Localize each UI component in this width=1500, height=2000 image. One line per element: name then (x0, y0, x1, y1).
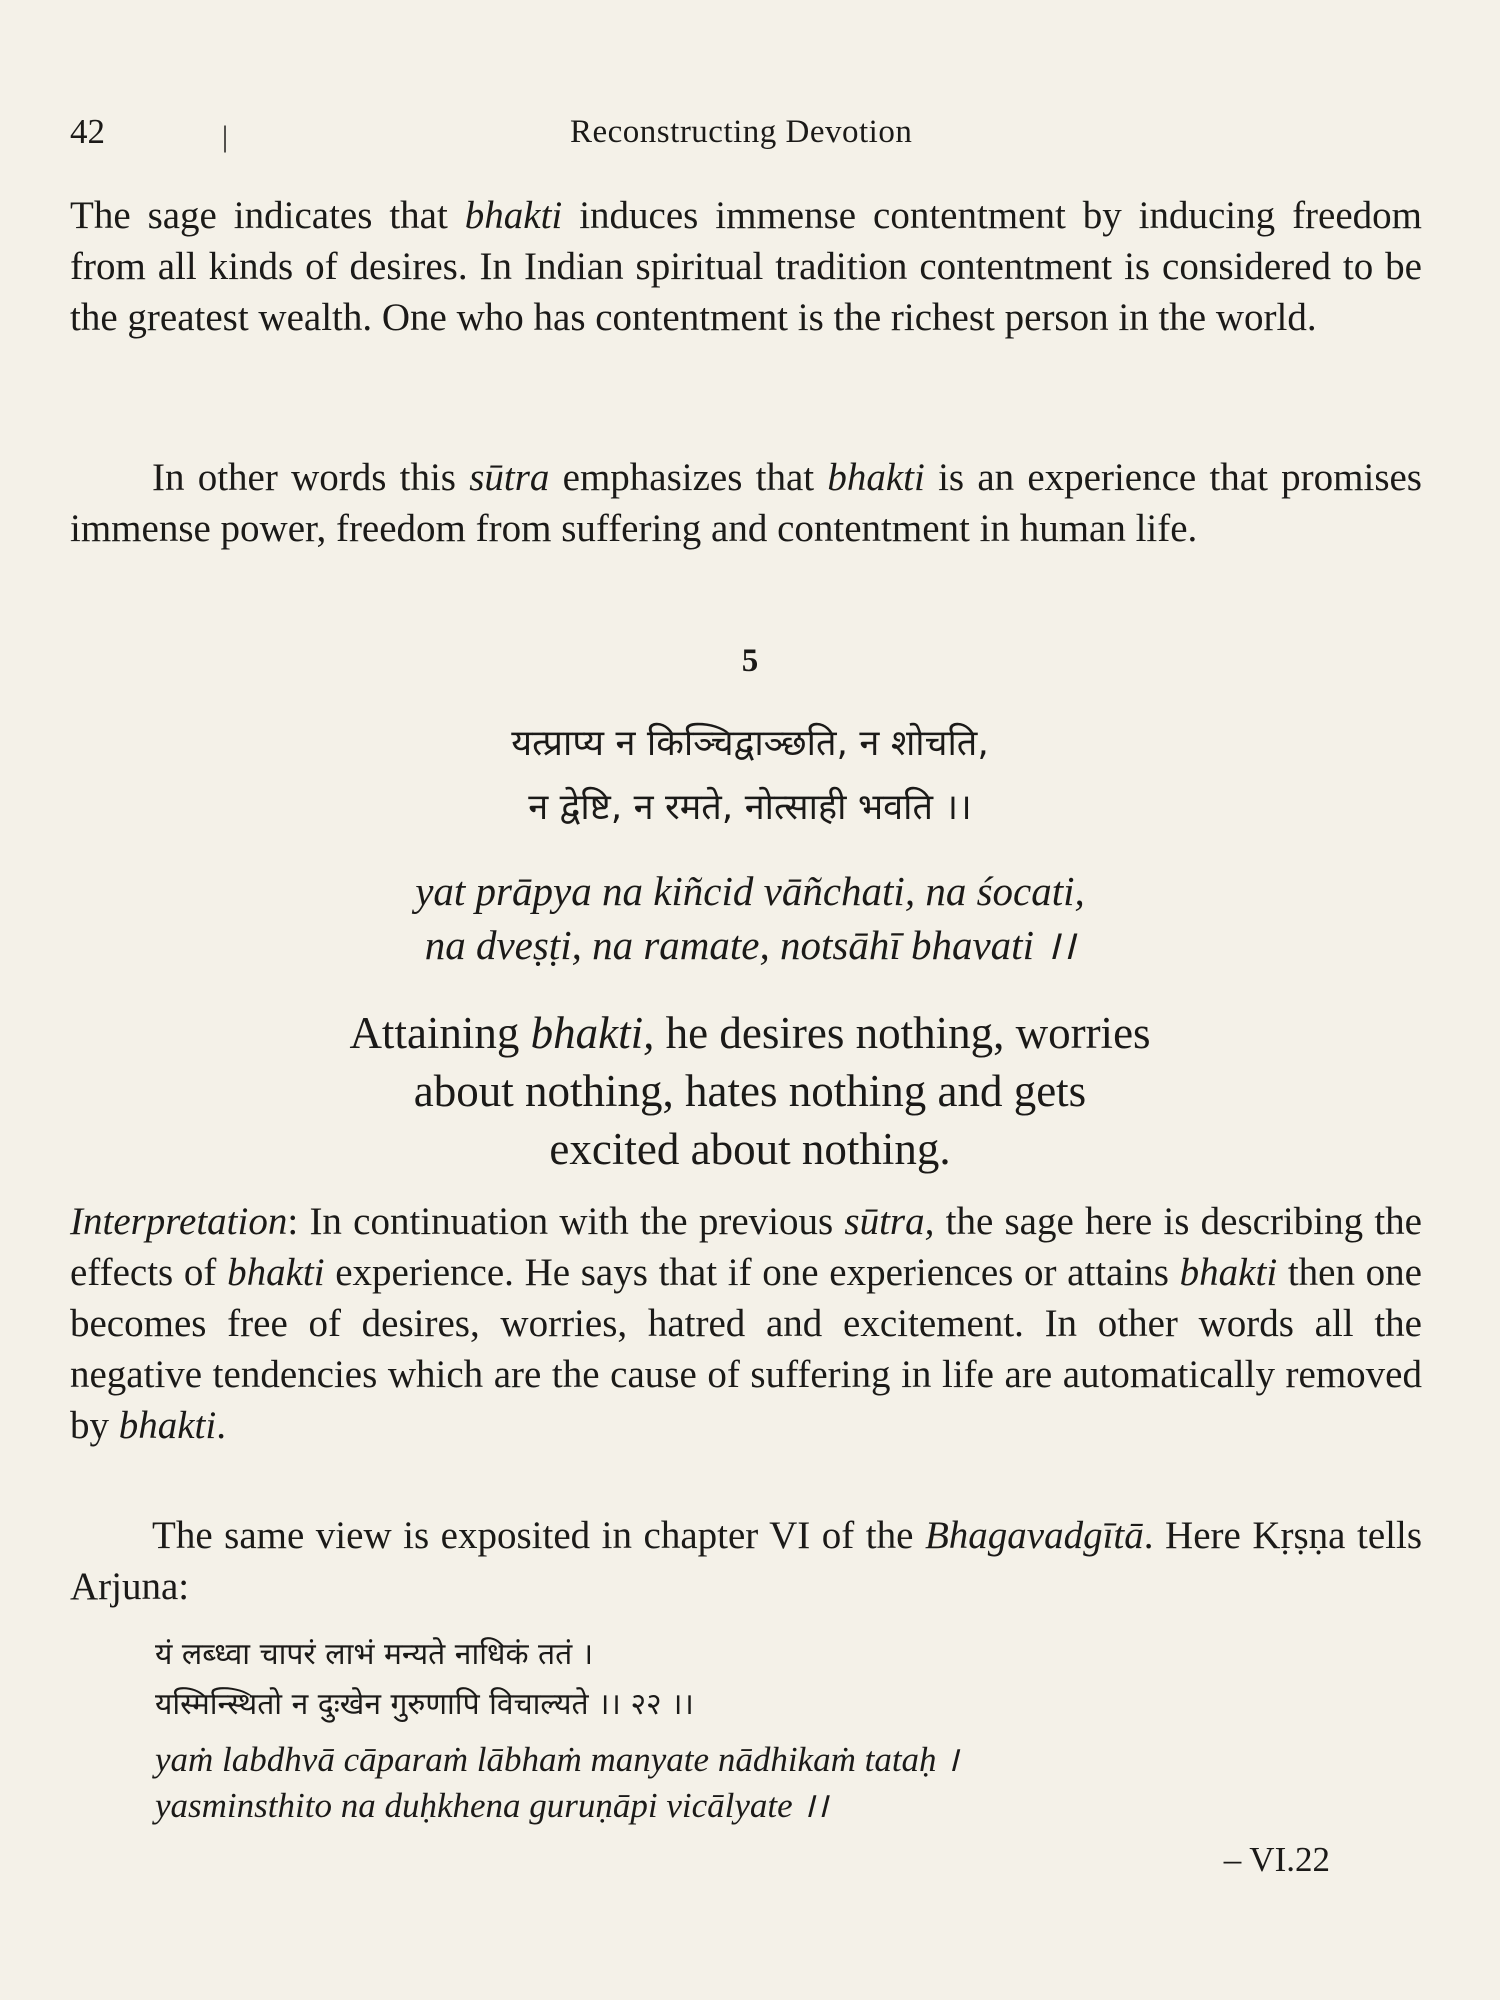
text-run: . (216, 1404, 226, 1447)
paragraph-interpretation (70, 1196, 1422, 1451)
running-title: Reconstructing Devotion (570, 114, 913, 150)
devanagari-line: यत्प्राप्य न किञ्चिद्वाञ्छति, न शोचति, (511, 723, 989, 764)
italic-term: sūtra, (844, 1200, 935, 1243)
text-run: The same view is exposited in chapter VI of the (152, 1514, 925, 1557)
text-run: is an experience that promises immense power, freedom from suffering and contentment in human life. (70, 456, 1422, 550)
text-run: In other words this (152, 456, 470, 499)
page-header (70, 112, 1430, 162)
text-run: . Here Kṛṣṇa tells Arjuna: (70, 1514, 1423, 1608)
gita-verse-devanagari (155, 1630, 694, 1730)
sutra-number: 5 (741, 643, 759, 679)
text-run: The sage indicates that (70, 194, 465, 237)
gita-verse-transliteration (155, 1737, 959, 1829)
devanagari-line: न द्वेष्टि, न रमते, नोत्साही भवति ।। (528, 787, 972, 828)
sutra-translation (0, 1004, 1500, 1178)
text-run: emphasizes that (549, 456, 828, 499)
text-run: then one becomes free of desires, worries, hatred and excitement. In other words all the negative tendencies which are the cause of suffering in life are automatically removed by (70, 1251, 1422, 1447)
text-run: the sage here is describing the effects of (70, 1200, 1422, 1294)
italic-term: bhakti (1179, 1251, 1278, 1294)
translation-line (0, 1004, 1500, 1062)
text-run: experience. He says that if one experiences or attains (324, 1251, 1180, 1294)
verse-reference: – VI.22 (1223, 1840, 1330, 1879)
transliteration-line: na dveṣṭi, na ramate, notsāhī bhavati ।। (424, 922, 1076, 968)
translation-line: about nothing, hates nothing and gets (413, 1066, 1087, 1116)
sutra-transliteration (0, 864, 1500, 972)
header-separator: | (222, 120, 229, 153)
text-run: : In continuation with the previous (287, 1200, 845, 1243)
italic-term: bhakti (464, 194, 563, 237)
sutra-devanagari (0, 712, 1500, 840)
devanagari-line: यस्मिन्स्थितो न दुःखेन गुरुणापि विचाल्यते ।। २२ ।। (155, 1687, 694, 1722)
devanagari-line: यं लब्ध्वा चापरं लाभं मन्यते नाधिकं ततं । (155, 1637, 594, 1672)
italic-term: bhakti (827, 456, 925, 499)
translation-line: excited about nothing. (549, 1124, 951, 1174)
italic-term: bhakti (118, 1404, 217, 1447)
paragraph-contentment (70, 190, 1422, 343)
text-run: induces immense contentment by inducing freedom from all kinds of desires. In Indian spiritual tradition contentment is considered to be the greatest wealth. One who has contentment is the richest person in the world. (70, 194, 1423, 339)
italic-term: bhakti, (530, 1008, 655, 1058)
paragraph-summary (70, 452, 1422, 554)
italic-term: bhakti (227, 1251, 325, 1294)
paragraph-gita-intro (70, 1510, 1422, 1612)
transliteration-line: yat prāpya na kiñcid vāñchati, na śocati, (415, 868, 1085, 914)
italic-term: Bhagavadgītā (924, 1514, 1144, 1557)
italic-term: sūtra (469, 456, 550, 499)
page-number: 42 (70, 112, 105, 151)
transliteration-line: yasminsthito na duḥkhena guruṇāpi vicālyate ।। (155, 1786, 828, 1825)
interpretation-label: Interpretation (70, 1200, 288, 1243)
text-run: he desires nothing, worries (654, 1008, 1151, 1058)
transliteration-line: yaṁ labdhvā cāparaṁ lābhaṁ manyate nādhikaṁ tataḥ । (155, 1740, 959, 1779)
text-run: Attaining (349, 1008, 531, 1058)
